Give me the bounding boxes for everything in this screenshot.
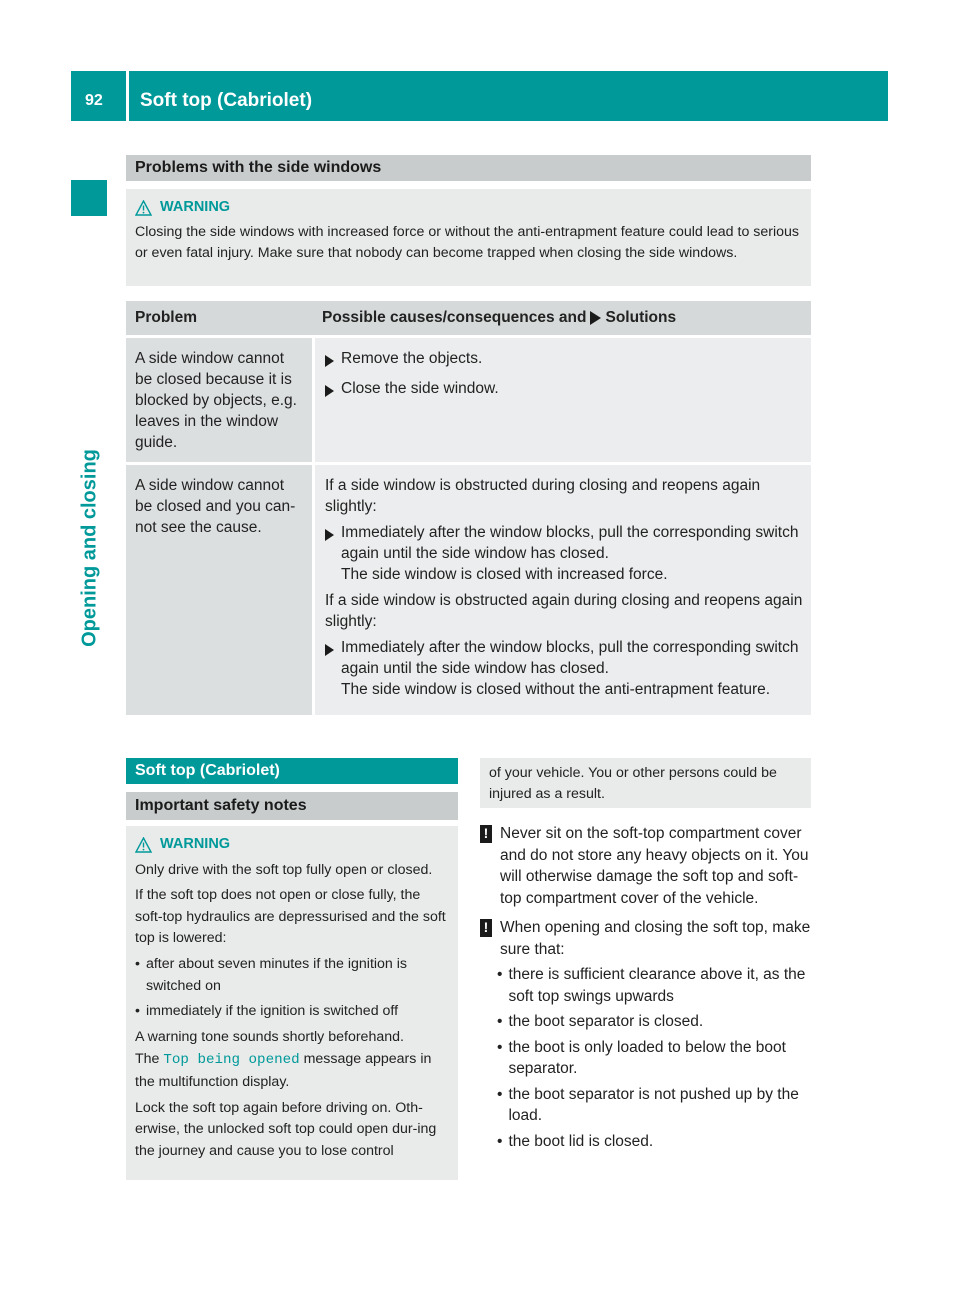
- list-item: [325, 637, 803, 700]
- warning-title: [135, 197, 803, 218]
- bullet-text: the boot is only loaded to below the boot separator.: [508, 1038, 786, 1077]
- action-arrow-icon: [325, 529, 334, 541]
- list-item: [135, 1001, 450, 1023]
- step-block: [341, 637, 803, 700]
- step-result: The side window is closed with increased force.: [341, 566, 668, 583]
- note-item: [480, 823, 814, 909]
- warning-paragraph: [135, 1049, 450, 1093]
- bullet-text: there is sufficient clearance above it, as the soft top swings upwards: [508, 966, 806, 1005]
- bullet-text: after about seven minutes if the ignition is switched on: [145, 955, 408, 994]
- section-heading-text: Soft top (Cabriolet): [135, 762, 280, 779]
- action-arrow-icon: [325, 355, 334, 367]
- bullet-text: the boot separator is not pushed up by the load.: [508, 1085, 799, 1124]
- bullet-text: the boot separator is closed.: [508, 1013, 704, 1030]
- action-arrow-icon: [325, 644, 334, 656]
- action-arrow-icon: [590, 311, 601, 325]
- section-heading-text: Problems with the side windows: [135, 159, 382, 176]
- section-heading-side-windows: [126, 155, 811, 181]
- list-item: [480, 964, 814, 1007]
- list-item: [480, 1037, 814, 1080]
- list-item: [480, 1011, 814, 1033]
- caution-exclamation-icon: !: [480, 825, 492, 843]
- page-number: 92: [85, 92, 103, 109]
- list-item: [480, 1131, 814, 1153]
- step-text: Immediately after the window blocks, pull the corresponding switch again until the side window has closed.: [341, 639, 799, 677]
- warning-triangle-icon: [135, 837, 152, 853]
- table-cell-problem: A side window cannot be closed and you can-not see the cause.: [126, 465, 312, 715]
- warning-title: [135, 834, 450, 856]
- step-text: Immediately after the window blocks, pull the corresponding switch again until the side window has closed.: [341, 524, 799, 562]
- warning-text: Closing the side windows with increased force or without the anti-entrapment feature could lead to serious or even fatal injury. Make sure that nobody can become trapped when closing the side windows.: [135, 224, 800, 261]
- warning-title-text: WARNING: [160, 836, 231, 852]
- page-title: Soft top (Cabriolet): [140, 90, 313, 111]
- bullet-icon: •: [497, 1132, 503, 1150]
- list-item: [480, 1084, 814, 1127]
- list-item: [325, 522, 803, 585]
- list-item: [135, 954, 450, 997]
- subsection-heading-safety: [126, 792, 458, 820]
- bullet-text: immediately if the ignition is switched off: [145, 1003, 399, 1020]
- note-item: [480, 917, 814, 960]
- table-header: [126, 301, 811, 335]
- list-item: [325, 348, 803, 373]
- section-heading-soft-top: [126, 758, 458, 784]
- step-result: The side window is closed without the anti-entrapment feature.: [341, 681, 771, 698]
- table-header-problem: Problem: [135, 309, 198, 326]
- step-text: Remove the objects.: [341, 350, 483, 367]
- troubleshooting-table: [126, 301, 811, 715]
- condition-text: If a side window is obstructed during closing and reopens again slightly:: [325, 477, 761, 515]
- step-block: [341, 522, 803, 585]
- table-header-solutions-tail: Solutions: [605, 309, 677, 326]
- warning-box-continued: [480, 758, 811, 808]
- warning-paragraph: If the soft top does not open or close fully, the soft-top hydraulics are depressurised and the soft top is lowered:: [135, 887, 446, 947]
- note-text: Never sit on the soft-top compartment cover and do not store any heavy objects on it. You will otherwise damage the soft top and soft-top compartment cover of the vehicle.: [500, 825, 809, 907]
- bullet-icon: •: [497, 1013, 503, 1030]
- header-divider: [126, 71, 129, 121]
- text-fragment: message appears in the multifunction display.: [135, 1051, 432, 1090]
- table-row: [126, 465, 811, 715]
- warning-continuation-text: of your vehicle. You or other persons could be injured as a result.: [489, 765, 777, 802]
- bullet-text: the boot lid is closed.: [508, 1132, 654, 1150]
- notes-column: [480, 823, 814, 1152]
- table-cell-solutions: [315, 465, 811, 715]
- caution-exclamation-icon: !: [480, 919, 492, 937]
- list-item: [325, 378, 803, 403]
- warning-triangle-icon: [135, 200, 152, 216]
- note-text: When opening and closing the soft top, make sure that:: [500, 919, 811, 958]
- warning-box-soft-top: [126, 826, 458, 1180]
- warning-box-side-windows: [126, 189, 811, 286]
- display-message: Top being opened: [163, 1052, 300, 1069]
- warning-title-text: WARNING: [160, 199, 231, 215]
- side-tab-marker: [71, 180, 107, 216]
- warning-paragraph: A warning tone sounds shortly beforehand.: [135, 1028, 404, 1045]
- bullet-icon: •: [135, 1003, 140, 1020]
- table-cell-solutions: [315, 338, 811, 462]
- bullet-icon: •: [497, 966, 503, 983]
- bullet-icon: •: [497, 1085, 503, 1103]
- bullet-icon: •: [135, 955, 140, 972]
- step-text: Close the side window.: [341, 380, 499, 397]
- action-arrow-icon: [325, 385, 334, 397]
- subsection-heading-text: Important safety notes: [135, 797, 307, 814]
- table-header-solutions-text: Possible causes/consequences and: [322, 309, 587, 326]
- table-row: [126, 338, 811, 462]
- bullet-icon: •: [497, 1038, 503, 1056]
- table-header-solutions: [312, 309, 811, 327]
- table-cell-problem: A side window cannot be closed because it is blocked by objects, e.g. leaves in the window guide.: [126, 338, 312, 462]
- side-tab-label: Opening and closing: [78, 449, 101, 647]
- warning-paragraph: Lock the soft top again before driving on. Oth-erwise, the unlocked soft top could open dur-ing the journey and cause you to lose control: [135, 1099, 437, 1159]
- condition-text: If a side window is obstructed again during closing and reopens again slightly:: [325, 592, 803, 630]
- text-fragment: The: [135, 1051, 160, 1068]
- warning-paragraph: Only drive with the soft top fully open or closed.: [135, 861, 433, 878]
